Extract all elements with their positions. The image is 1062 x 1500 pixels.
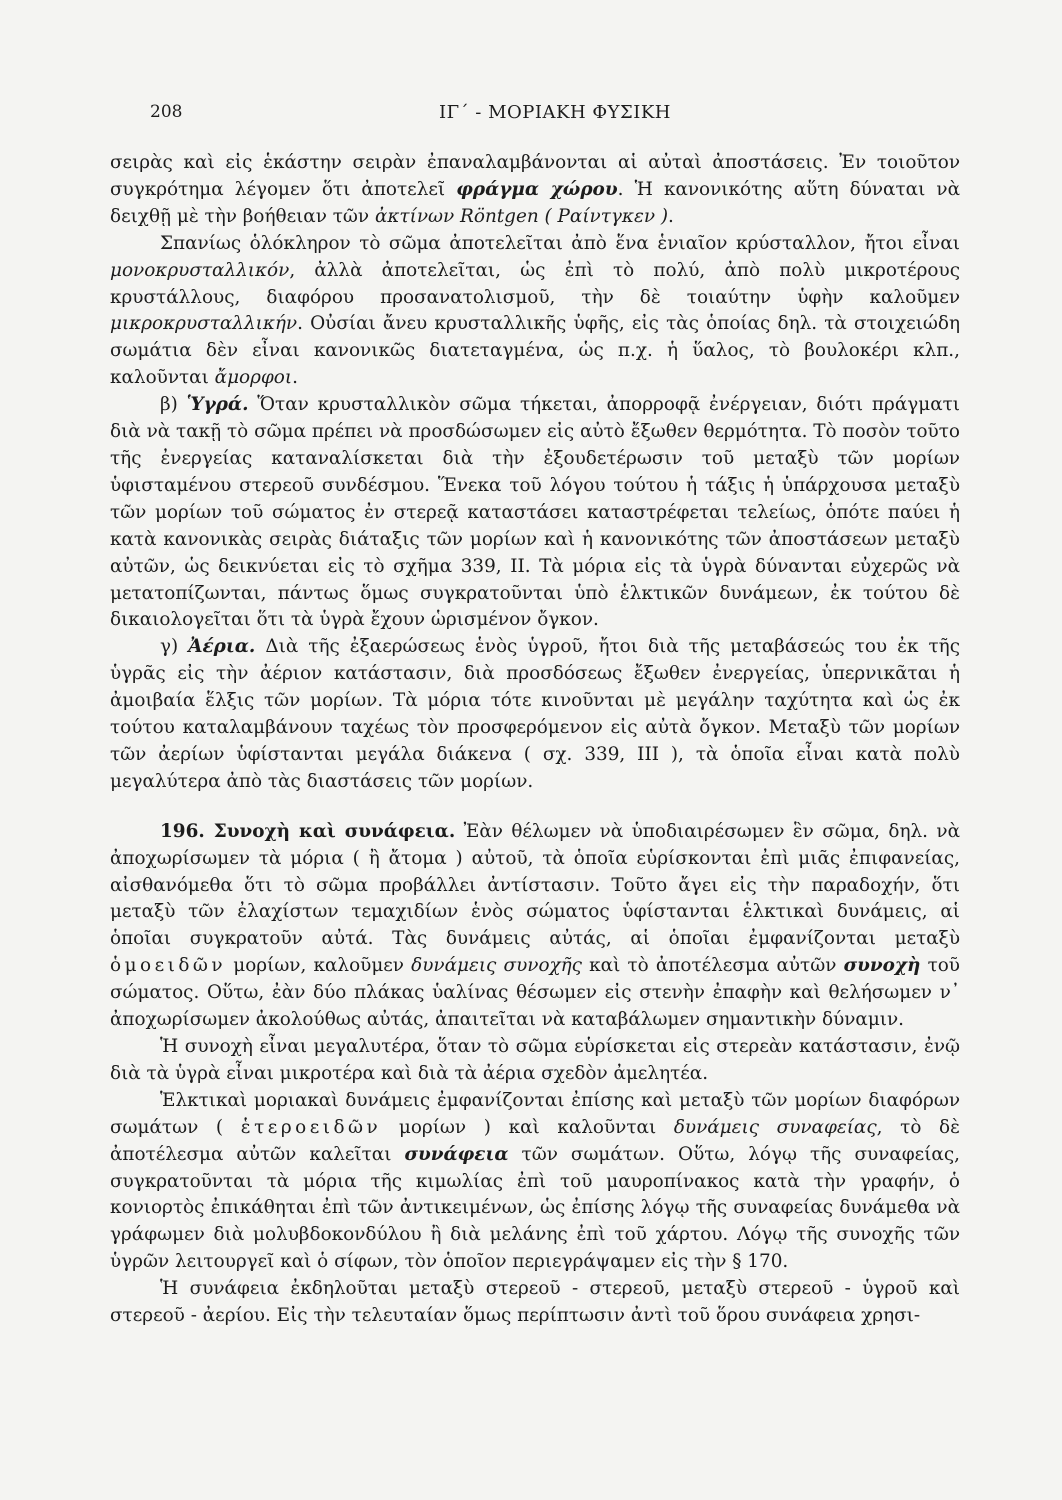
- term-adhesion: συνάφεια: [404, 1143, 509, 1165]
- term-microcrystalline: μικροκρυσταλλικήν: [110, 313, 298, 335]
- term-monocrystalline: μονοκρυσταλλικόν: [110, 259, 290, 281]
- term-lattice: φράγμα χώρου: [456, 178, 618, 200]
- paragraph-liquids: β) Ὑγρά. Ὅταν κρυσταλλικὸν σῶμα τήκεται, ἀπορροφᾷ ἐνέργειαν, διότι πράγματι διὰ νὰ τακῇ τὸ σῶμα πρέπει νὰ προσδώσωμεν εἰς αὐτὸ ἔξωθεν θερμότητα. Τὸ ποσὸν τοῦτο τῆς ἐνεργείας καταναλίσκεται διὰ τὴν ἐξουδετέρωσιν τοῦ μεταξὺ τῶν μορίων ὑφισταμένου στερεοῦ συνδέσμου. Ἕνεκα τοῦ λόγου τούτου ἡ τάξις ἡ ὑπάρχουσα μεταξὺ τῶν μορίων τοῦ σώματος ἐν στερεᾷ καταστάσει καταστρέφεται τελείως, ὁπότε παύει ἡ κατὰ κανονικὰς σειρὰς διάταξις τῶν μορίων καὶ ἡ κανονικότης τῶν ἀποστάσεων μεταξὺ αὐτῶν, ὡς δεικνύεται εἰς τὸ σχῆμα 339, II. Τὰ μόρια εἰς τὰ ὑγρὰ δύνανται εὐχερῶς νὰ μετατοπίζωνται, πάντως ὅμως συγκρατοῦνται ὑπὸ ἑλκτικῶν δυνάμεων, ἐκ τούτου δὲ δικαιολογεῖται ὅτι τὰ ὑγρὰ ἔχουν ὡρισμένον ὄγκον.: [110, 394, 960, 631]
- paragraph-continuation: σειρὰς καὶ εἰς ἑκάστην σειρὰν ἐπαναλαμβάνονται αἱ αὐταὶ ἀποστάσεις. Ἐν τοιοῦτον συγκρότημα λέγομεν ὅτι ἀποτελεῖ φράγμα χώρου. Ἡ κανονικότης αὕτη δύναται νὰ δειχθῇ μὲ τὴν βοήθειαν τῶν ἀκτίνων Röntgen ( Ραίντγκεν ).: [110, 152, 961, 227]
- paragraph-adhesion-types: Ἡ συνάφεια ἐκδηλοῦται μεταξὺ στερεοῦ - στερεοῦ, μεταξὺ στερεοῦ - ὑγροῦ καὶ στερεοῦ - ἀερίου. Εἰς τὴν τελευταίαν ὅμως περίπτωσιν ἀντὶ τοῦ ὅρου συνάφεια χρησι-: [110, 1278, 960, 1327]
- paragraph-polycrystalline: Σπανίως ὁλόκληρον τὸ σῶμα ἀποτελεῖται ἀπὸ ἕνα ἑνιαῖον κρύσταλλον, ἤτοι εἶναι μονοκρυσταλλικόν, ἀλλὰ ἀποτελεῖται, ὡς ἐπὶ τὸ πολύ, ἀπὸ πολὺ μικροτέρους κρυστάλλους, διαφόρου προσανατολισμοῦ, τὴν δὲ τοιαύτην ὑφὴν καλοῦμεν μικροκρυσταλλικήν. Οὐσίαι ἄνευ κρυσταλλικῆς ὑφῆς, εἰς τὰς ὁποίας δηλ. τὰ στοιχειώδη σωμάτια δὲν εἶναι κανονικῶς διατεταγμένα, ὡς π.χ. ἡ ὕαλος, τὸ βουλοκέρι κλπ., καλοῦνται ἄμορφοι.: [110, 232, 960, 389]
- spaced-heterogeneous: ἑτεροειδῶν: [240, 1116, 382, 1138]
- paragraph-gases: γ) Ἀέρια. Διὰ τῆς ἐξαερώσεως ἑνὸς ὑγροῦ, ἤτοι διὰ τῆς μεταβάσεώς του ἐκ τῆς ὑγρᾶς εἰς τὴν ἀέριον κατάστασιν, διὰ προσδόσεως ἔξωθεν ἐνεργείας, ὑπερνικᾶται ἡ ἀμοιβαία ἕλξις τῶν μορίων. Τὰ μόρια τότε κινοῦνται μὲ μεγάλην ταχύτητα καὶ ὡς ἐκ τούτου καταλαμβάνουν ταχέως τὸν προσφερόμενον εἰς αὐτὰ ὄγκον. Μεταξὺ τῶν μορίων τῶν ἀερίων ὑφίστανται μεγάλα διάκενα ( σχ. 339, III ), τὰ ὁποῖα εἶναι κατὰ πολὺ μεγαλύτερα ἀπὸ τὰς διαστάσεις τῶν μορίων.: [110, 636, 960, 792]
- body-text: [110, 150, 960, 1330]
- term-cohesion: συνοχὴ: [843, 955, 921, 977]
- term-cohesion-forces: δυνάμεις συνοχῆς: [411, 955, 582, 977]
- paragraph-cohesion-states: Ἡ συνοχὴ εἶναι μεγαλυτέρα, ὅταν τὸ σῶμα εὑρίσκεται εἰς στερεὰν κατάστασιν, ἐνῷ διὰ τὰ ὑγρὰ εἶναι μικροτέρα καὶ διὰ τὰ ἀέρια σχεδὸν ἀμελητέα.: [110, 1036, 960, 1084]
- term-rontgen: ἀκτίνων Röntgen ( Ραίντγκεν ): [374, 205, 669, 227]
- heading-gases: Ἀέρια.: [188, 636, 256, 658]
- page-header: [150, 102, 960, 132]
- paragraph-adhesion: Ἑλκτικαὶ μοριακαὶ δυνάμεις ἐμφανίζονται ἐπίσης καὶ μεταξὺ τῶν μορίων διαφόρων σωμάτων ( ἑτεροειδῶν μορίων ) καὶ καλοῦνται δυνάμεις συναφείας, τὸ δὲ ἀποτέλεσμα αὐτῶν καλεῖται συνάφεια τῶν σωμάτων. Οὕτω, λόγῳ τῆς συναφείας, συγκρατοῦνται τὰ μόρια τῆς κιμωλίας ἐπὶ τοῦ μαυροπίνακος κατὰ τὴν γραφήν, ὁ κονιορτὸς ἐπικάθηται ἐπὶ τῶν ἀντικειμένων, ὡς ἐπίσης λόγῳ τῆς συναφείας δυνάμεθα νὰ γράφωμεν διὰ μολυβδοκονδύλου ἢ διὰ μελάνης ἐπὶ τοῦ χάρτου. Λόγῳ τῆς συνοχῆς τῶν ὑγρῶν λειτουργεῖ καὶ ὁ σίφων, τὸν ὁποῖον περιεγράψαμεν εἰς τὴν § 170.: [110, 1089, 960, 1273]
- section-196: 196. Συνοχὴ καὶ συνάφεια. Ἐὰν θέλωμεν νὰ ὑποδιαιρέσωμεν ἓν σῶμα, δηλ. νὰ ἀποχωρίσωμεν τὰ μόρια ( ἢ ἄτομα ) αὐτοῦ, τὰ ὁποῖα εὑρίσκονται ἐπὶ μιᾶς ἐπιφανείας, αἰσθανόμεθα ὅτι τὸ σῶμα προβάλλει ἀντίστασιν. Τοῦτο ἄγει εἰς τὴν παραδοχήν, ὅτι μεταξὺ τῶν ἐλαχίστων τεμαχιδίων ἑνὸς σώματος ὑφίστανται ἑλκτικαὶ δυνάμεις, αἱ ὁποῖαι συγκρατοῦν αὐτά. Τὰς δυνάμεις αὐτάς, αἱ ὁποῖαι ἐμφανίζονται μεταξὺ ὁμοειδῶν μορίων, καλοῦμεν δυνάμεις συνοχῆς καὶ τὸ ἀποτέλεσμα αὐτῶν συνοχὴ τοῦ σώματος. Οὕτω, ἐὰν δύο πλάκας ὑαλίνας θέσωμεν εἰς στενὴν ἐπαφὴν καὶ θελήσωμεν ν᾿ ἀποχωρίσωμεν ἀκολούθως αὐτάς, ἀπαιτεῖται νὰ καταβάλωμεν σημαντικὴν δύναμιν.: [110, 820, 960, 1031]
- page-number: 208: [150, 102, 183, 122]
- section-heading: 196. Συνοχὴ καὶ συνάφεια.: [160, 820, 456, 842]
- spaced-homogeneous: ὁμοειδῶν: [110, 955, 227, 977]
- running-title: ΙΓ΄ - ΜΟΡΙΑΚΗ ΦΥΣΙΚΗ: [438, 102, 672, 123]
- term-adhesion-forces: δυνάμεις συναφείας: [673, 1116, 877, 1138]
- heading-liquids: Ὑγρά.: [186, 394, 249, 416]
- term-amorphous: ἄμορφοι: [214, 367, 293, 389]
